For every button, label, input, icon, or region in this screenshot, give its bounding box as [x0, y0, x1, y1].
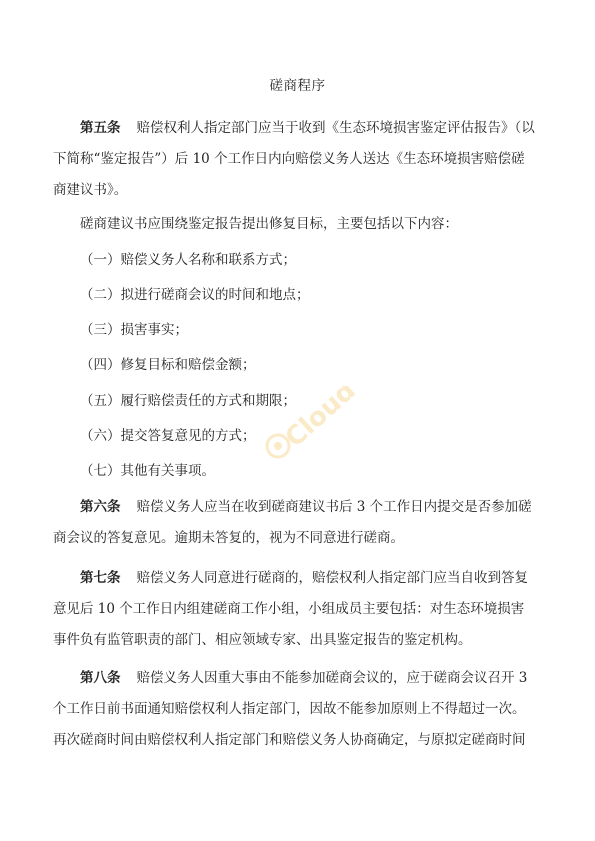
article-6-text-1: 赔偿义务人应当在收到磋商建议书后 3 个工作日内提交是否参加磋 [136, 499, 532, 515]
cloud-logo-icon [262, 386, 362, 462]
article-6-label: 第六条 [80, 499, 121, 515]
article-5-text-1: 赔偿权利人指定部门应当于收到《生态环境损害鉴定评估报告》（以 [136, 120, 535, 136]
article-5-text-2: 下简称“鉴定报告”）后 10 个工作日内向赔偿义务人送达《生态环境损害赔偿磋 [53, 151, 525, 167]
article-7-text-3: 事件负有监管职责的部门、相应领域专家、出具鉴定报告的鉴定机构。 [53, 632, 472, 648]
article-5-line-1 [80, 118, 535, 138]
article-6-text-2: 商会议的答复意见。逾期未答复的，视为不同意进行磋商。 [53, 530, 404, 546]
list-item: （二）拟进行磋商会议的时间和地点； [80, 287, 310, 303]
intro-paragraph: 磋商建议书应围绕鉴定报告提出修复目标，主要包括以下内容： [80, 216, 458, 232]
document-title: 磋商程序 [269, 78, 326, 94]
list-item: （七）其他有关事项。 [80, 463, 215, 479]
article-8-text-2: 个工作日前书面通知赔偿权利人指定部门，因故不能参加原则上不得超过一次。 [53, 701, 526, 717]
article-7-text-2: 意见后 10 个工作日内组建磋商工作小组，小组成员主要包括：对生态环境损害 [53, 601, 525, 617]
article-5-text-3: 商建议书》。 [53, 182, 128, 198]
article-8-text-1: 赔偿义务人因重大事由不能参加磋商会议的，应于磋商会议召开 3 [136, 670, 528, 686]
article-7-line-1 [80, 568, 528, 588]
article-7-label: 第七条 [80, 570, 121, 586]
list-item: （五）履行赔偿责任的方式和期限； [80, 393, 296, 409]
list-item: （三）损害事实； [80, 322, 188, 338]
watermark-text: Cloud [279, 386, 362, 454]
article-8-line-1 [80, 668, 528, 688]
article-7-text-1: 赔偿义务人同意进行磋商的，赔偿权利人指定部门应当自收到答复 [136, 570, 528, 586]
article-5-label: 第五条 [80, 120, 121, 136]
article-8-text-3: 再次磋商时间由赔偿权利人指定部门和赔偿义务人协商确定，与原拟定磋商时间 [53, 732, 526, 748]
cloud-watermark-logo [262, 386, 362, 462]
list-item: （四）修复目标和赔偿金额； [80, 357, 256, 373]
article-6-line-1 [80, 497, 532, 517]
list-item: （一）赔偿义务人名称和联系方式； [80, 252, 296, 268]
list-item: （六）提交答复意见的方式； [80, 428, 256, 444]
article-8-label: 第八条 [80, 670, 121, 686]
